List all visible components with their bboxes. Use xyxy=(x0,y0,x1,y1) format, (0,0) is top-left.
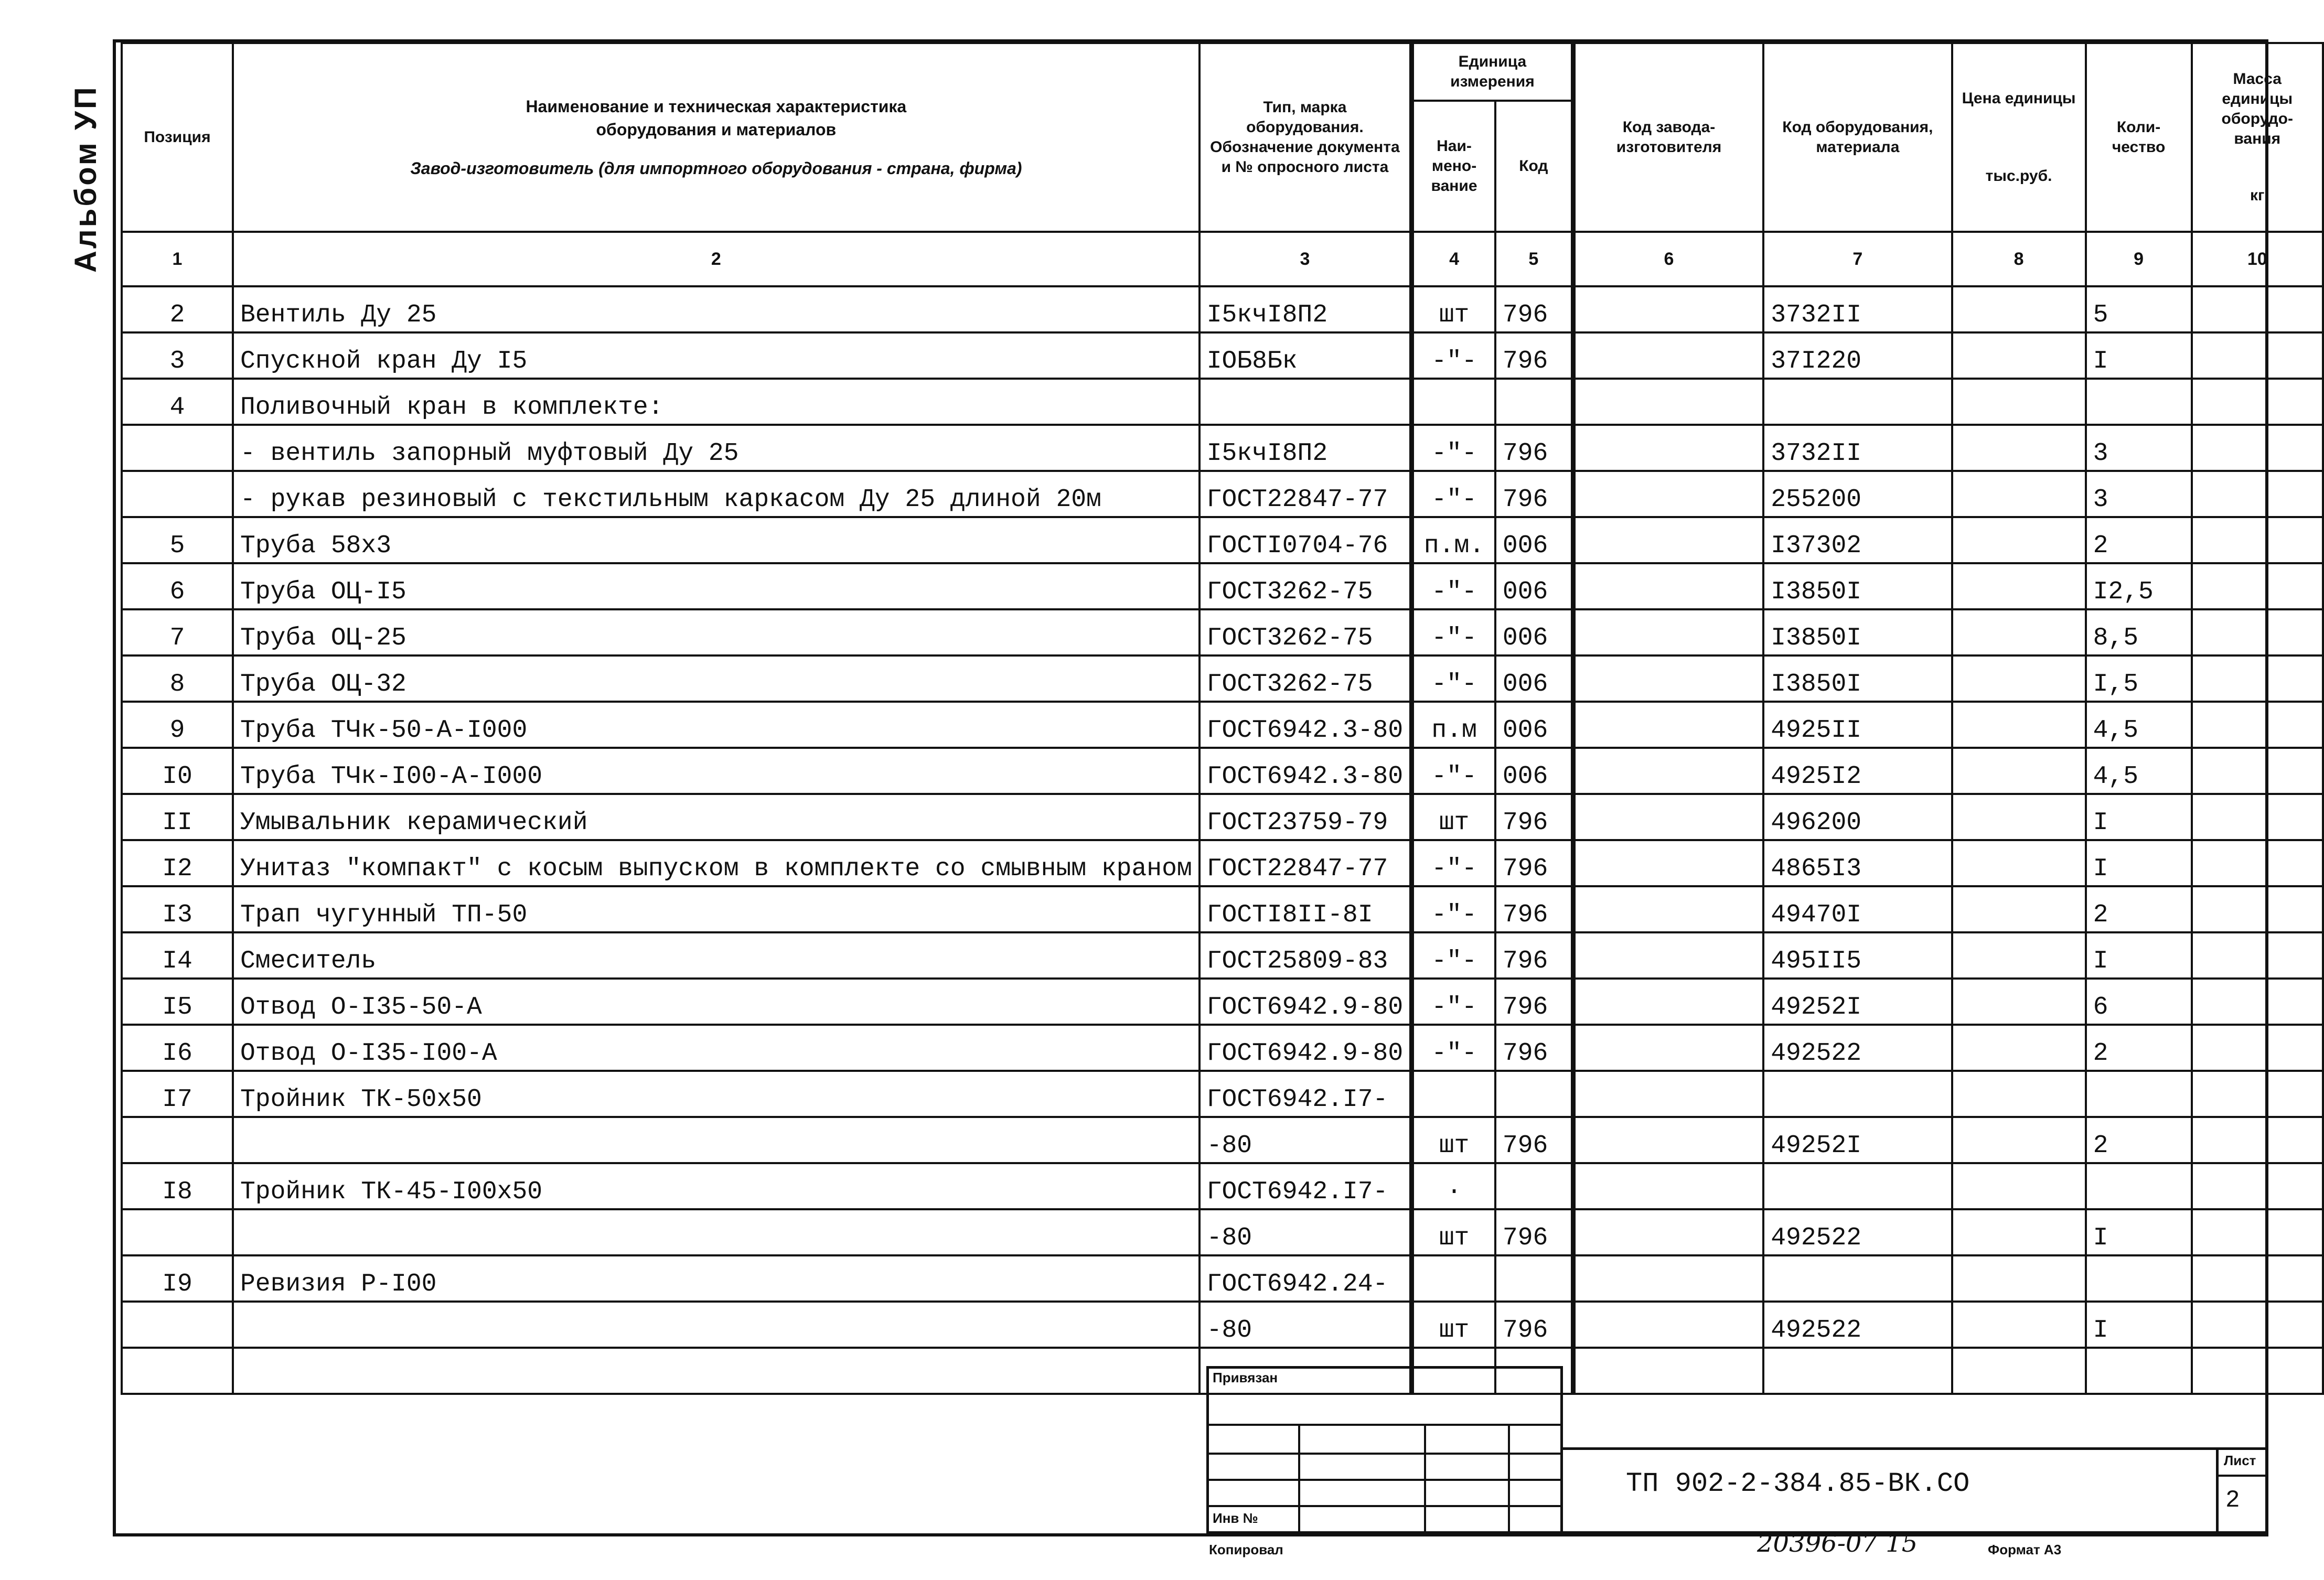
cell-unit-code: 796 xyxy=(1495,332,1573,379)
column-number: 1 xyxy=(122,232,233,286)
cell-plant-code xyxy=(1573,563,1763,609)
stamp-doc-code: ТП 902-2-384.85-ВК.СО xyxy=(1626,1468,1970,1499)
cell-name: Спускной кран Ду I5 xyxy=(233,332,1200,379)
column-number: 7 xyxy=(1763,232,1952,286)
cell-quantity: I xyxy=(2086,932,2192,979)
header-mass xyxy=(2192,43,2323,232)
table-row xyxy=(122,840,2323,886)
cell-price xyxy=(1952,425,2086,471)
cell-position xyxy=(122,1117,233,1163)
cell-quantity: I,5 xyxy=(2086,655,2192,702)
header-price xyxy=(1952,43,2086,232)
header-qty: Коли-чество xyxy=(2086,43,2192,232)
table-row xyxy=(122,748,2323,794)
cell-equip-code: 49252I xyxy=(1763,1117,1952,1163)
cell-unit-code: 796 xyxy=(1495,425,1573,471)
header-name-line2: оборудования и материалов xyxy=(596,120,837,139)
cell-position: I4 xyxy=(122,932,233,979)
cell-equip-code: 49470I xyxy=(1763,886,1952,932)
cell-price xyxy=(1952,609,2086,655)
header-equip-code: Код оборудования, материала xyxy=(1763,43,1952,232)
cell-quantity: I xyxy=(2086,332,2192,379)
cell-type: ГОСТ6942.I7- xyxy=(1200,1163,1412,1209)
cell-mass xyxy=(2192,1209,2323,1255)
cell-type: ГОСТI0704-76 xyxy=(1200,517,1412,563)
cell-mass xyxy=(2192,1071,2323,1117)
cell-unit-code: 006 xyxy=(1495,655,1573,702)
cell-plant-code xyxy=(1573,794,1763,840)
cell-quantity: 3 xyxy=(2086,425,2192,471)
cell-mass xyxy=(2192,748,2323,794)
cell-type: ГОСТ23759-79 xyxy=(1200,794,1412,840)
cell-mass xyxy=(2192,517,2323,563)
cell-quantity xyxy=(2086,1348,2192,1394)
cell-equip-code: 4925I2 xyxy=(1763,748,1952,794)
cell-position: 5 xyxy=(122,517,233,563)
cell-unit-code: 796 xyxy=(1495,1209,1573,1255)
cell-mass xyxy=(2192,886,2323,932)
cell-mass xyxy=(2192,702,2323,748)
cell-mass xyxy=(2192,979,2323,1025)
cell-position: 7 xyxy=(122,609,233,655)
table-row xyxy=(122,886,2323,932)
cell-quantity: 2 xyxy=(2086,886,2192,932)
cell-plant-code xyxy=(1573,932,1763,979)
cell-equip-code: 3732II xyxy=(1763,425,1952,471)
cell-equip-code xyxy=(1763,1071,1952,1117)
cell-price xyxy=(1952,655,2086,702)
cell-quantity xyxy=(2086,1071,2192,1117)
table-row xyxy=(122,932,2323,979)
cell-type: ГОСТ22847-77 xyxy=(1200,471,1412,517)
cell-mass xyxy=(2192,286,2323,332)
cell-unit-code: 796 xyxy=(1495,286,1573,332)
cell-equip-code: 37I220 xyxy=(1763,332,1952,379)
cell-plant-code xyxy=(1573,702,1763,748)
cell-name xyxy=(233,1348,1200,1394)
cell-name xyxy=(233,1302,1200,1348)
cell-price xyxy=(1952,1025,2086,1071)
cell-unit-name: -"- xyxy=(1412,609,1495,655)
column-number: 10 xyxy=(2192,232,2323,286)
cell-unit-name xyxy=(1412,1071,1495,1117)
header-type: Тип, марка оборудования. Обозначение документа и № опросного листа xyxy=(1200,43,1412,232)
cell-equip-code xyxy=(1763,1348,1952,1394)
stamp-privyazan-label: Привязан xyxy=(1213,1370,1278,1385)
cell-quantity: 2 xyxy=(2086,1117,2192,1163)
cell-equip-code: I3850I xyxy=(1763,655,1952,702)
cell-mass xyxy=(2192,840,2323,886)
cell-name: Тройник ТК-50х50 xyxy=(233,1071,1200,1117)
header-unit-code: Код xyxy=(1495,101,1573,232)
cell-quantity xyxy=(2086,379,2192,425)
cell-unit-code: 796 xyxy=(1495,1025,1573,1071)
header-position: Позиция xyxy=(122,43,233,232)
cell-equip-code xyxy=(1763,379,1952,425)
cell-quantity: 2 xyxy=(2086,517,2192,563)
cell-type: -80 xyxy=(1200,1117,1412,1163)
cell-type: ГОСТ6942.9-80 xyxy=(1200,1025,1412,1071)
cell-position xyxy=(122,1209,233,1255)
cell-plant-code xyxy=(1573,286,1763,332)
header-plant-code: Код завода-изготовителя xyxy=(1573,43,1763,232)
cell-type: ГОСТ6942.I7- xyxy=(1200,1071,1412,1117)
cell-quantity: I xyxy=(2086,794,2192,840)
cell-equip-code: 495II5 xyxy=(1763,932,1952,979)
cell-mass xyxy=(2192,563,2323,609)
cell-unit-name: -"- xyxy=(1412,748,1495,794)
cell-position: 8 xyxy=(122,655,233,702)
cell-price xyxy=(1952,1163,2086,1209)
cell-type: ГОСТ6942.3-80 xyxy=(1200,702,1412,748)
stamp-sheet-label: Лист xyxy=(2224,1453,2256,1468)
cell-position xyxy=(122,1348,233,1394)
cell-unit-code xyxy=(1495,1163,1573,1209)
header-unit-group: Единица измерения xyxy=(1412,43,1573,101)
cell-mass xyxy=(2192,425,2323,471)
cell-unit-name: -"- xyxy=(1412,655,1495,702)
cell-quantity xyxy=(2086,1163,2192,1209)
cell-unit-code: 796 xyxy=(1495,840,1573,886)
cell-price xyxy=(1952,886,2086,932)
table-row xyxy=(122,1255,2323,1302)
cell-unit-name: -"- xyxy=(1412,886,1495,932)
cell-name: Отвод О-I35-50-А xyxy=(233,979,1200,1025)
cell-plant-code xyxy=(1573,1348,1763,1394)
cell-quantity: 3 xyxy=(2086,471,2192,517)
cell-name: Труба ОЦ-25 xyxy=(233,609,1200,655)
table-row xyxy=(122,979,2323,1025)
cell-quantity: 4,5 xyxy=(2086,702,2192,748)
cell-plant-code xyxy=(1573,886,1763,932)
stamp-sheet-number: 2 xyxy=(2225,1487,2240,1514)
cell-price xyxy=(1952,471,2086,517)
cell-unit-code xyxy=(1495,1255,1573,1302)
cell-mass xyxy=(2192,609,2323,655)
cell-price xyxy=(1952,1209,2086,1255)
cell-type: ГОСТ6942.3-80 xyxy=(1200,748,1412,794)
album-side-label: Альбом УП xyxy=(69,85,103,273)
cell-unit-name: -"- xyxy=(1412,932,1495,979)
cell-name: Унитаз "компакт" с косым выпуском в комплекте со смывным краном xyxy=(233,840,1200,886)
cell-quantity: I xyxy=(2086,1209,2192,1255)
cell-type: -80 xyxy=(1200,1209,1412,1255)
header-price-label: Цена единицы xyxy=(1962,90,2076,107)
cell-equip-code xyxy=(1763,1255,1952,1302)
table-row xyxy=(122,609,2323,655)
cell-mass xyxy=(2192,332,2323,379)
cell-price xyxy=(1952,1117,2086,1163)
cell-position: I5 xyxy=(122,979,233,1025)
cell-unit-name: -"- xyxy=(1412,840,1495,886)
cell-equip-code: I3850I xyxy=(1763,563,1952,609)
cell-name xyxy=(233,1209,1200,1255)
cell-name: - вентиль запорный муфтовый Ду 25 xyxy=(233,425,1200,471)
cell-equip-code xyxy=(1763,1163,1952,1209)
cell-price xyxy=(1952,979,2086,1025)
cell-position: I2 xyxy=(122,840,233,886)
cell-quantity: I xyxy=(2086,840,2192,886)
cell-position xyxy=(122,471,233,517)
cell-unit-code: 796 xyxy=(1495,794,1573,840)
cell-price xyxy=(1952,932,2086,979)
cell-position: I7 xyxy=(122,1071,233,1117)
table-row xyxy=(122,702,2323,748)
header-price-unit: тыс.руб. xyxy=(1985,167,2052,185)
cell-unit-code: 006 xyxy=(1495,609,1573,655)
cell-mass xyxy=(2192,1117,2323,1163)
column-number: 9 xyxy=(2086,232,2192,286)
cell-position: I8 xyxy=(122,1163,233,1209)
cell-unit-code: 796 xyxy=(1495,886,1573,932)
cell-unit-name: -"- xyxy=(1412,1025,1495,1071)
table-row xyxy=(122,471,2323,517)
table-row xyxy=(122,425,2323,471)
cell-equip-code: 492522 xyxy=(1763,1025,1952,1071)
cell-price xyxy=(1952,748,2086,794)
table-row xyxy=(122,655,2323,702)
cell-mass xyxy=(2192,1348,2323,1394)
cell-name: Труба ОЦ-I5 xyxy=(233,563,1200,609)
cell-equip-code: 4925II xyxy=(1763,702,1952,748)
cell-type: ГОСТ25809-83 xyxy=(1200,932,1412,979)
cell-unit-name: шт xyxy=(1412,286,1495,332)
table-row xyxy=(122,1163,2323,1209)
cell-unit-name: шт xyxy=(1412,1302,1495,1348)
cell-mass xyxy=(2192,794,2323,840)
cell-name: Смеситель xyxy=(233,932,1200,979)
column-number: 2 xyxy=(233,232,1200,286)
cell-mass xyxy=(2192,471,2323,517)
cell-plant-code xyxy=(1573,1209,1763,1255)
table-row xyxy=(122,286,2323,332)
cell-unit-name: -"- xyxy=(1412,471,1495,517)
cell-name: - рукав резиновый с текстильным каркасом Ду 25 длиной 20м xyxy=(233,471,1200,517)
cell-type: ГОСТ22847-77 xyxy=(1200,840,1412,886)
cell-equip-code: 492522 xyxy=(1763,1302,1952,1348)
header-mass-unit: кг xyxy=(2250,187,2265,204)
cell-mass xyxy=(2192,932,2323,979)
table-row xyxy=(122,1117,2323,1163)
cell-unit-name: -"- xyxy=(1412,425,1495,471)
cell-type: -80 xyxy=(1200,1302,1412,1348)
cell-unit-name: -"- xyxy=(1412,979,1495,1025)
cell-name: Поливочный кран в комплекте: xyxy=(233,379,1200,425)
specification-table xyxy=(121,42,2324,1395)
header-name xyxy=(233,43,1200,232)
cell-name: Трап чугунный ТП-50 xyxy=(233,886,1200,932)
cell-plant-code xyxy=(1573,1255,1763,1302)
cell-unit-code: 006 xyxy=(1495,563,1573,609)
table-row xyxy=(122,1209,2323,1255)
cell-plant-code xyxy=(1573,1071,1763,1117)
cell-name: Вентиль Ду 25 xyxy=(233,286,1200,332)
cell-equip-code: I37302 xyxy=(1763,517,1952,563)
table-row xyxy=(122,1025,2323,1071)
footer-format: Формат А3 xyxy=(1988,1542,2062,1557)
cell-type: ГОСТ6942.9-80 xyxy=(1200,979,1412,1025)
cell-equip-code: 255200 xyxy=(1763,471,1952,517)
cell-unit-code xyxy=(1495,1071,1573,1117)
cell-price xyxy=(1952,563,2086,609)
table-row xyxy=(122,563,2323,609)
cell-unit-name: п.м xyxy=(1412,702,1495,748)
cell-unit-name xyxy=(1412,1255,1495,1302)
column-number: 5 xyxy=(1495,232,1573,286)
cell-price xyxy=(1952,379,2086,425)
column-number: 3 xyxy=(1200,232,1412,286)
column-number: 4 xyxy=(1412,232,1495,286)
cell-equip-code: I3850I xyxy=(1763,609,1952,655)
cell-equip-code: 492522 xyxy=(1763,1209,1952,1255)
cell-position xyxy=(122,425,233,471)
table-row xyxy=(122,1071,2323,1117)
cell-unit-code: 796 xyxy=(1495,1302,1573,1348)
cell-price xyxy=(1952,332,2086,379)
cell-price xyxy=(1952,1255,2086,1302)
cell-position: 4 xyxy=(122,379,233,425)
cell-position: I3 xyxy=(122,886,233,932)
cell-mass xyxy=(2192,655,2323,702)
cell-equip-code: 4865I3 xyxy=(1763,840,1952,886)
cell-price xyxy=(1952,286,2086,332)
cell-unit-name: -"- xyxy=(1412,332,1495,379)
cell-name: Труба 58х3 xyxy=(233,517,1200,563)
cell-plant-code xyxy=(1573,1025,1763,1071)
cell-mass xyxy=(2192,379,2323,425)
cell-quantity: 4,5 xyxy=(2086,748,2192,794)
cell-plant-code xyxy=(1573,425,1763,471)
cell-mass xyxy=(2192,1025,2323,1071)
cell-name: Ревизия Р-I00 xyxy=(233,1255,1200,1302)
cell-price xyxy=(1952,1071,2086,1117)
header-name-line3: Завод-изготовитель (для импортного оборудования - страна, фирма) xyxy=(410,159,1022,178)
table-row xyxy=(122,517,2323,563)
cell-type xyxy=(1200,379,1412,425)
cell-quantity: I2,5 xyxy=(2086,563,2192,609)
cell-unit-name: п.м. xyxy=(1412,517,1495,563)
cell-quantity: I xyxy=(2086,1302,2192,1348)
column-number: 8 xyxy=(1952,232,2086,286)
cell-name xyxy=(233,1117,1200,1163)
cell-price xyxy=(1952,702,2086,748)
table-row xyxy=(122,332,2323,379)
cell-mass xyxy=(2192,1163,2323,1209)
cell-unit-name xyxy=(1412,379,1495,425)
cell-price xyxy=(1952,840,2086,886)
cell-type: ГОСТ6942.24- xyxy=(1200,1255,1412,1302)
table-row xyxy=(122,794,2323,840)
cell-unit-name: шт xyxy=(1412,794,1495,840)
cell-position: II xyxy=(122,794,233,840)
cell-unit-code: 006 xyxy=(1495,702,1573,748)
cell-type: ГОСТI8II-8I xyxy=(1200,886,1412,932)
cell-plant-code xyxy=(1573,332,1763,379)
cell-type: IOБ8Бк xyxy=(1200,332,1412,379)
cell-mass xyxy=(2192,1255,2323,1302)
cell-plant-code xyxy=(1573,1163,1763,1209)
cell-type: ГОСТ3262-75 xyxy=(1200,609,1412,655)
cell-position: 2 xyxy=(122,286,233,332)
cell-quantity: 6 xyxy=(2086,979,2192,1025)
cell-plant-code xyxy=(1573,979,1763,1025)
cell-quantity: 8,5 xyxy=(2086,609,2192,655)
cell-type: I5кчI8П2 xyxy=(1200,286,1412,332)
header-unit-name: Наи-мено-вание xyxy=(1412,101,1495,232)
cell-equip-code: 3732II xyxy=(1763,286,1952,332)
cell-mass xyxy=(2192,1302,2323,1348)
cell-unit-code: 796 xyxy=(1495,932,1573,979)
cell-quantity xyxy=(2086,1255,2192,1302)
cell-position: 6 xyxy=(122,563,233,609)
cell-unit-name: шт xyxy=(1412,1209,1495,1255)
cell-unit-code: 006 xyxy=(1495,517,1573,563)
table-row xyxy=(122,1302,2323,1348)
cell-position xyxy=(122,1302,233,1348)
cell-name: Тройник ТК-45-I00х50 xyxy=(233,1163,1200,1209)
cell-price xyxy=(1952,1302,2086,1348)
cell-unit-code: 796 xyxy=(1495,471,1573,517)
cell-plant-code xyxy=(1573,379,1763,425)
cell-plant-code xyxy=(1573,471,1763,517)
cell-unit-name: · xyxy=(1412,1163,1495,1209)
cell-plant-code xyxy=(1573,748,1763,794)
cell-plant-code xyxy=(1573,1302,1763,1348)
cell-unit-code: 006 xyxy=(1495,748,1573,794)
cell-position: 9 xyxy=(122,702,233,748)
cell-name: Отвод О-I35-I00-А xyxy=(233,1025,1200,1071)
cell-unit-name: шт xyxy=(1412,1117,1495,1163)
cell-type: I5кчI8П2 xyxy=(1200,425,1412,471)
column-number: 6 xyxy=(1573,232,1763,286)
cell-plant-code xyxy=(1573,609,1763,655)
cell-quantity: 5 xyxy=(2086,286,2192,332)
cell-plant-code xyxy=(1573,655,1763,702)
cell-name: Труба ОЦ-32 xyxy=(233,655,1200,702)
cell-type: ГОСТ3262-75 xyxy=(1200,563,1412,609)
cell-unit-code xyxy=(1495,379,1573,425)
cell-name: Труба ТЧк-50-А-I000 xyxy=(233,702,1200,748)
cell-plant-code xyxy=(1573,517,1763,563)
cell-price xyxy=(1952,794,2086,840)
header-name-line1: Наименование и техническая характеристика xyxy=(526,97,907,116)
cell-position: I6 xyxy=(122,1025,233,1071)
table-row xyxy=(122,379,2323,425)
cell-price xyxy=(1952,1348,2086,1394)
cell-plant-code xyxy=(1573,1117,1763,1163)
cell-unit-name: -"- xyxy=(1412,563,1495,609)
cell-position: 3 xyxy=(122,332,233,379)
cell-plant-code xyxy=(1573,840,1763,886)
stamp-inv-label: Инв № xyxy=(1213,1510,1258,1526)
cell-position: I9 xyxy=(122,1255,233,1302)
cell-equip-code: 49252I xyxy=(1763,979,1952,1025)
cell-position: I0 xyxy=(122,748,233,794)
cell-equip-code: 496200 xyxy=(1763,794,1952,840)
header-mass-label: Масса единицы оборудо-вания xyxy=(2221,70,2293,147)
cell-quantity: 2 xyxy=(2086,1025,2192,1071)
footer-handwritten-number: 20396-07 15 xyxy=(1757,1529,1918,1558)
footer-copied: Копировал xyxy=(1209,1542,1283,1557)
cell-name: Труба ТЧк-I00-А-I000 xyxy=(233,748,1200,794)
cell-unit-code: 796 xyxy=(1495,1117,1573,1163)
cell-name: Умывальник керамический xyxy=(233,794,1200,840)
cell-price xyxy=(1952,517,2086,563)
cell-type: ГОСТ3262-75 xyxy=(1200,655,1412,702)
cell-unit-code: 796 xyxy=(1495,979,1573,1025)
